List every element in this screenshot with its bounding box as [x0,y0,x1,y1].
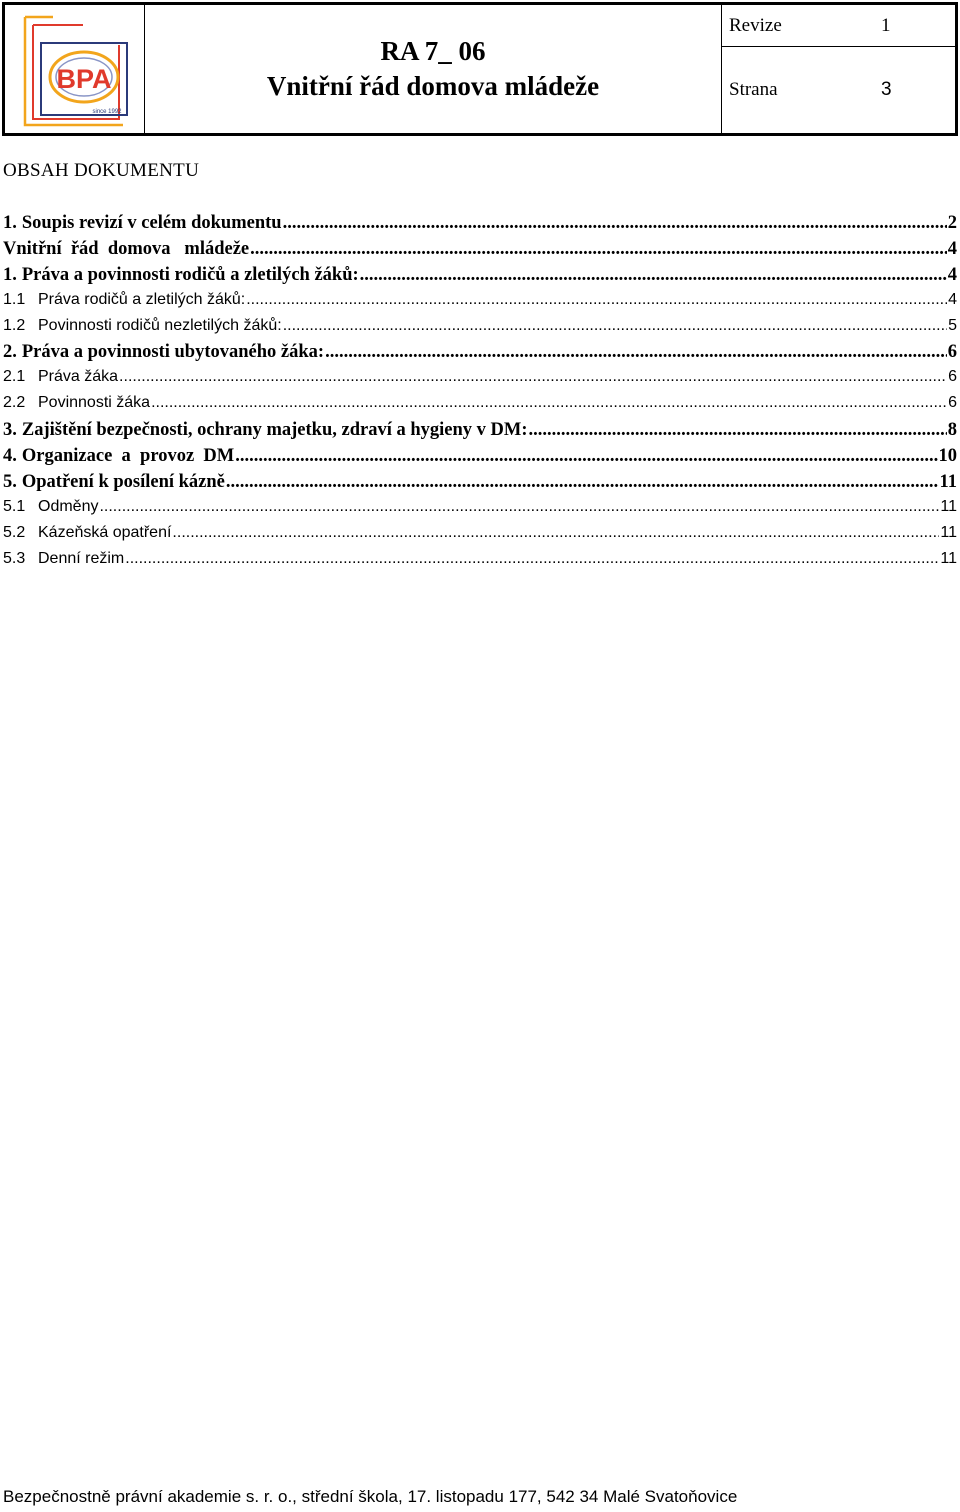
toc-entry-title: Práva a povinnosti ubytovaného žáka: [21,342,325,363]
page-footer: Bezpečnostně právní akademie s. r. o., střední škola, 17. listopadu 177, 542 34 Malé Svatoňovice [3,1487,738,1506]
toc-leader-dots [283,317,947,335]
toc-entry-title: Vnitřní řád domova mládeže [3,238,250,259]
toc-entry-number: 5.2 [3,523,26,541]
toc-leader-dots [283,213,947,234]
toc-entry-number: 2.1 [3,368,26,386]
logo-text: BPA [56,64,112,94]
toc-entry[interactable] [3,420,957,446]
document-code: RA 7_ 06 [380,36,486,66]
toc-entry-number: 5.1 [3,497,26,515]
toc-entry-title: Odměny [38,497,99,515]
revision-value: 1 [881,14,891,36]
toc-entry-title: Povinnosti žáka [38,394,151,412]
page-row [722,47,955,133]
toc-entry-page: 10 [938,446,957,467]
toc-entry-number: 1.2 [3,316,26,334]
meta-cell [722,5,955,133]
toc-entry-page: 4 [947,238,957,259]
toc-leader-dots [125,550,939,568]
toc-entry-page: 6 [948,394,957,412]
toc-entry-page: 8 [947,420,957,441]
toc-entry-number: 3. [3,420,17,441]
toc-entry[interactable] [3,239,957,265]
toc-entry-number: 5.3 [3,549,26,567]
toc-entry-title: Práva žáka [38,368,119,386]
toc-entry-title: Soupis revizí v celém dokumentu [21,213,282,233]
toc-entry-page: 11 [940,523,957,541]
toc-entry[interactable] [3,446,957,472]
toc-entry[interactable] [3,550,957,576]
toc-entry-page: 6 [948,368,957,386]
toc-entry[interactable] [3,394,957,420]
toc-entry[interactable] [3,342,957,368]
toc-leader-dots [151,394,947,412]
toc-entry-page: 11 [939,471,957,492]
toc-leader-dots [172,524,939,542]
toc-leader-dots [250,239,947,260]
title-cell [145,5,722,133]
toc-entry-page: 11 [940,549,957,567]
toc-leader-dots [325,342,947,363]
toc-leader-dots [226,472,939,493]
toc-entry-page: 5 [948,316,957,334]
toc-entry-page: 4 [947,264,957,285]
logo-cell [5,5,145,133]
toc-entry[interactable] [3,472,957,498]
toc-entry-number: 5. [3,471,17,492]
toc-leader-dots [99,498,939,516]
toc-entry[interactable] [3,213,957,239]
toc-entry-title: Povinnosti rodičů nezletilých žáků: [38,316,282,334]
toc-entry-title: Zajištění bezpečnosti, ochrany majetku, zdraví a hygieny v DM: [21,420,528,441]
page-label: Strana [729,79,778,100]
toc-entry[interactable] [3,265,957,291]
toc-entry-number: 2.2 [3,394,26,412]
toc-entry[interactable] [3,524,957,550]
toc-entry-title: Organizace a provoz DM [21,446,235,467]
toc-heading: OBSAH DOKUMENTU [3,160,200,181]
logo-since: since 1992 [92,109,122,115]
toc-entry-number: 1. [3,213,17,233]
toc-entry-title: Kázeňská opatření [38,523,172,541]
toc-leader-dots [529,420,947,441]
toc-entry-page: 6 [947,342,957,363]
toc-entry[interactable] [3,498,957,524]
document-header [2,2,958,136]
toc-entry-number: 1. [3,264,17,285]
revision-label: Revize [729,14,782,36]
toc-entry[interactable] [3,291,957,317]
toc-entry[interactable] [3,317,957,343]
toc-leader-dots [119,368,947,386]
bpa-logo [19,15,131,131]
toc-leader-dots [235,446,937,467]
toc-leader-dots [360,265,947,286]
toc-entry-title: Opatření k posílení kázně [21,471,225,492]
revision-row [722,5,955,47]
toc-entry-page: 4 [948,290,957,308]
toc-entry-number: 4. [3,446,17,467]
toc-entry-page: 2 [947,213,957,233]
toc-leader-dots [246,291,947,309]
page-value: 3 [881,79,892,100]
document-title: Vnitřní řád domova mládeže [266,71,600,101]
table-of-contents [3,213,957,575]
toc-entry-page: 11 [940,497,957,515]
toc-entry-number: 2. [3,342,17,363]
toc-entry-title: Práva a povinnosti rodičů a zletilých žáků: [21,264,359,285]
toc-entry-title: Práva rodičů a zletilých žáků: [38,290,246,308]
toc-entry-number: 1.1 [3,290,26,308]
toc-entry[interactable] [3,368,957,394]
toc-entry-title: Denní režim [38,549,125,567]
